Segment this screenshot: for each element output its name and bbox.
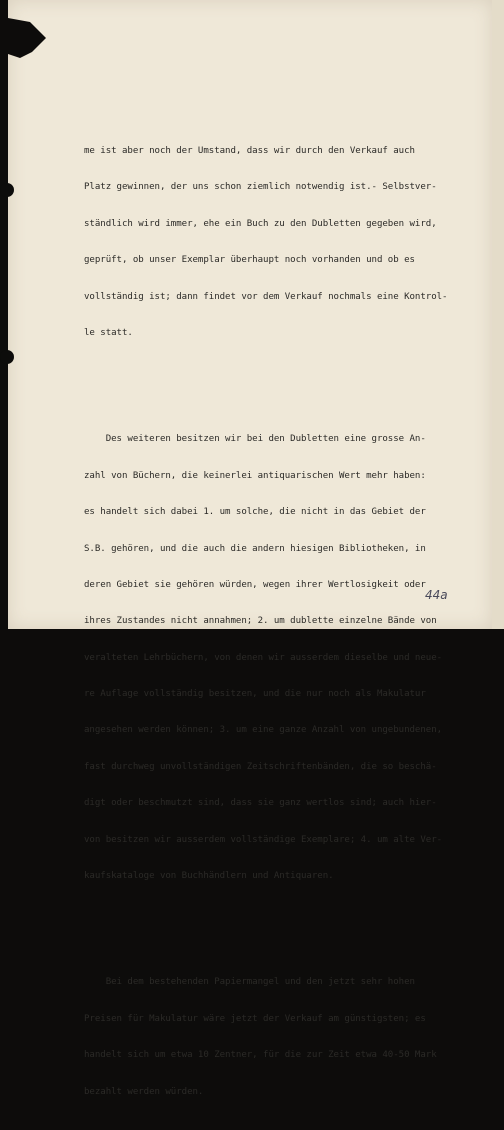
paragraph-3 — [84, 954, 474, 1120]
text-line: Bei dem bestehenden Papiermangel und den jetzt sehr hohen — [84, 977, 415, 988]
paragraph-2 — [84, 411, 474, 904]
punch-hole-top — [0, 183, 14, 197]
text-line: Des weiteren besitzen wir bei den Dubletten eine grosse An- — [84, 434, 426, 445]
text-line: zahl von Büchern, die keinerlei antiquarischen Wert mehr haben: — [84, 470, 426, 481]
text-line: kaufskataloge von Buchhändlern und Antiquaren. — [84, 871, 334, 882]
text-line: re Auflage vollständig besitzen, und die nur noch als Makulatur — [84, 689, 426, 700]
punch-hole-bottom — [0, 350, 14, 364]
text-line: me ist aber noch der Umstand, dass wir durch den Verkauf auch — [84, 146, 415, 156]
text-line: Preisen für Makulatur wäre jetzt der Verkauf am günstigsten; es — [84, 1013, 426, 1024]
text-line: S.B. gehören, und die auch die andern hiesigen Bibliotheken, in — [84, 543, 426, 554]
text-line: vollständig ist; dann findet vor dem Verkauf nochmals eine Kontrol- — [84, 291, 448, 302]
text-line: veralteten Lehrbüchern, von denen wir ausserdem dieselbe und neue- — [84, 652, 443, 663]
text-line: handelt sich um etwa 10 Zentner, für die zur Zeit etwa 40-50 Mark — [84, 1050, 437, 1061]
text-line: bezahlt werden würden. — [84, 1086, 204, 1097]
text-line: ständlich wird immer, ehe ein Buch zu den Dubletten gegeben wird, — [84, 218, 437, 229]
text-line: ihres Zustandes nicht annahmen; 2. um dublette einzelne Bände von — [84, 616, 437, 627]
typed-letter-body — [84, 103, 474, 1130]
folio-number: 44a — [425, 588, 448, 602]
text-line: deren Gebiet sie gehören würden, wegen ihrer Wertlosigkeit oder — [84, 579, 426, 590]
text-line: geprüft, ob unser Exemplar überhaupt noch vorhanden und ob es — [84, 255, 415, 266]
text-line: von besitzen wir ausserdem vollständige Exemplare; 4. um alte Ver- — [84, 834, 443, 845]
text-line: fast durchweg unvollständigen Zeitschriftenbänden, die so beschä- — [84, 761, 437, 772]
text-line: es handelt sich dabei 1. um solche, die nicht in das Gebiet der — [84, 507, 426, 518]
paragraph-1 — [84, 123, 474, 361]
text-line: Platz gewinnen, der uns schon ziemlich notwendig ist.- Selbstver- — [84, 182, 437, 193]
text-line: angesehen werden können; 3. um eine ganze Anzahl von ungebundenen, — [84, 725, 443, 736]
text-line: digt oder beschmutzt sind, dass sie ganz wertlos sind; auch hier- — [84, 798, 437, 809]
page-edge — [492, 0, 504, 629]
text-line: le statt. — [84, 327, 133, 338]
